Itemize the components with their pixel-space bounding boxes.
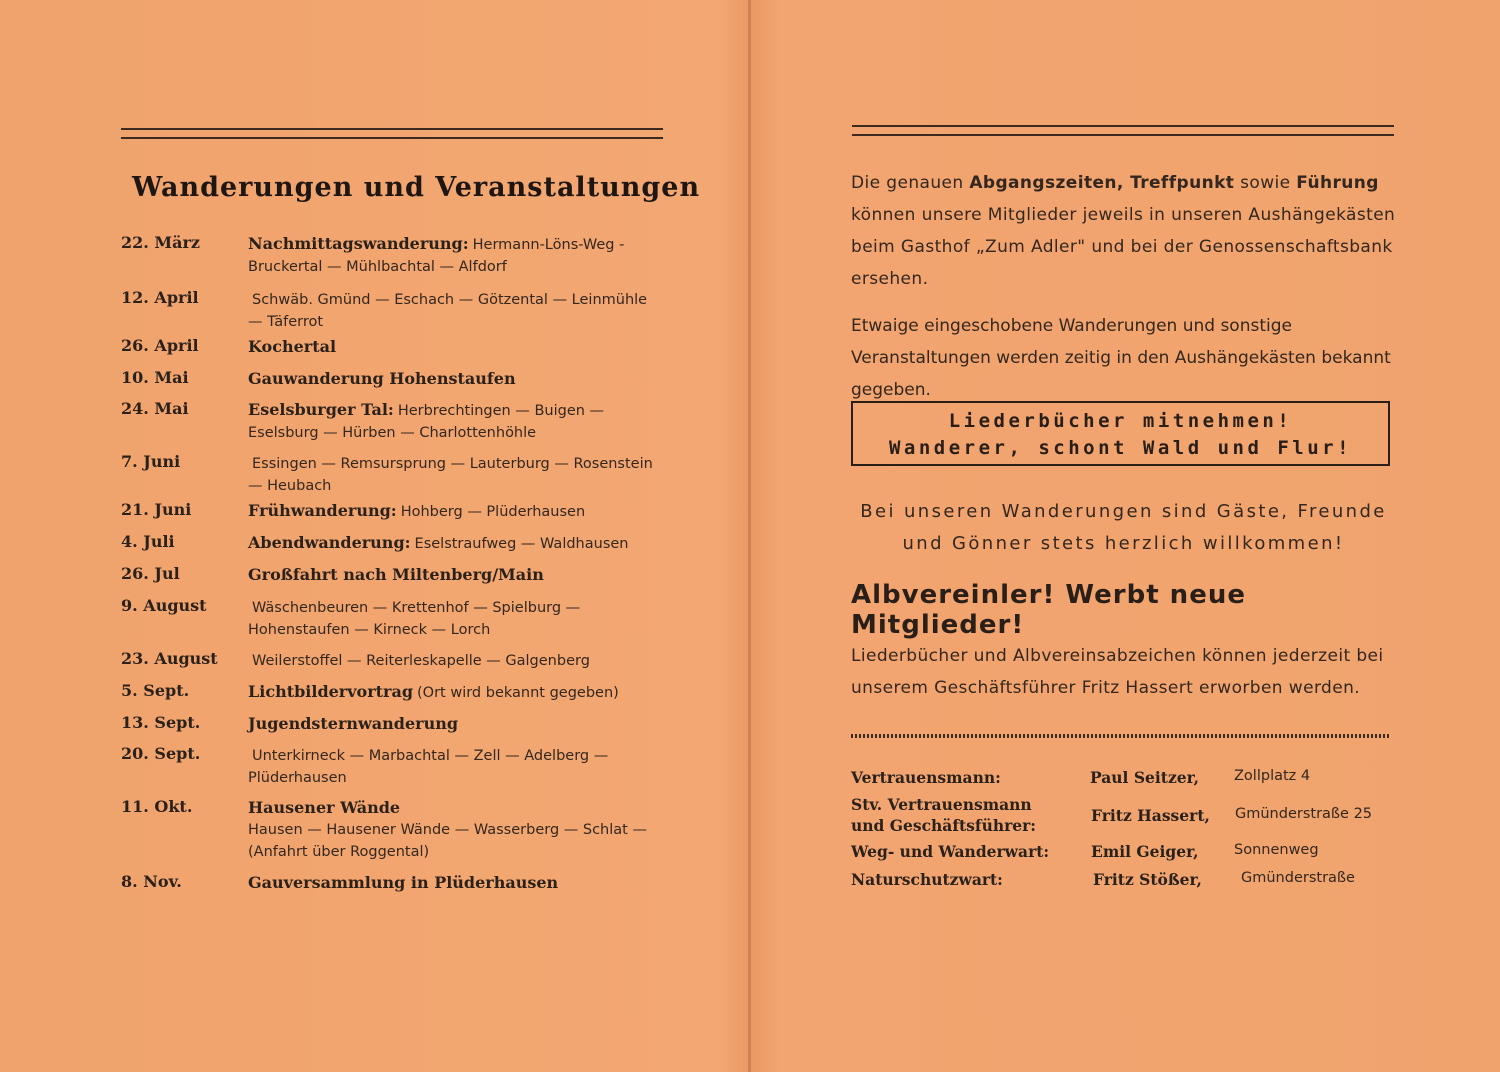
officer-address: Sonnenweg: [1234, 842, 1319, 858]
event-title: Frühwanderung:: [248, 501, 397, 520]
event-date: 26. April: [121, 336, 199, 355]
event-desc: Hausen — Hausener Wände — Wasserberg — Schlat — (Anfahrt über Roggental): [248, 822, 647, 860]
center-fold: [748, 0, 751, 1072]
page-title: Wanderungen und Veranstaltungen: [132, 172, 701, 203]
officer-role: Vertrauensmann:: [851, 768, 1001, 787]
event-desc: (Ort wird bekannt gegeben): [417, 685, 619, 701]
text-run: können unsere Mitglieder jeweils in unseren Aushängekästen beim Gasthof „Zum Adler" und bei der Genossenschaftsbank ersehen.: [851, 205, 1396, 289]
text-run: sowie: [1234, 173, 1297, 193]
text-run: Die genauen: [851, 173, 970, 193]
officer-name: Emil Geiger,: [1091, 842, 1199, 861]
top-rule-right: [852, 125, 1394, 136]
notice-line: Liederbücher mitnehmen!: [948, 410, 1293, 432]
officer-name: Fritz Stößer,: [1093, 870, 1202, 889]
officer-role: Stv. Vertrauensmann: [851, 795, 1032, 814]
event-date: 23. August: [121, 649, 218, 668]
event-date: 10. Mai: [121, 368, 189, 387]
event-desc: Hohberg — Plüderhausen: [400, 504, 586, 520]
dotted-divider: [851, 734, 1391, 738]
officer-name: Paul Seitzer,: [1090, 768, 1200, 787]
event-date: 5. Sept.: [121, 681, 190, 700]
officer-row: [851, 842, 1396, 866]
event-desc: Essingen — Remsursprung — Lauterburg — Rosenstein — Heubach: [248, 456, 653, 494]
notice-box: [851, 401, 1390, 466]
extra-hikes-paragraph: Etwaige eingeschobene Wanderungen und sonstige Veranstaltungen werden zeitig in den Aushängekästen bekannt gegeben.: [851, 316, 1391, 400]
event-title: Abendwanderung:: [248, 533, 411, 552]
event-date: 22. März: [121, 233, 200, 252]
welcome-text: Bei unseren Wanderungen sind Gäste, Freunde und Gönner stets herzlich willkommen!: [860, 501, 1387, 554]
officer-address: Zollplatz 4: [1234, 768, 1311, 784]
officer-address: Gmünderstraße: [1241, 870, 1355, 886]
event-title: Gauwanderung Hohenstaufen: [248, 369, 516, 388]
event-title: Großfahrt nach Miltenberg/Main: [248, 565, 544, 584]
event-desc: Unterkirneck — Marbachtal — Zell — Adelberg — Plüderhausen: [248, 748, 609, 786]
event-date: 9. August: [121, 596, 207, 615]
text-run-bold: Führung: [1296, 173, 1379, 193]
event-desc: Herbrechtingen — Buigen — Eselsburg — Hürben — Charlottenhöhle: [248, 403, 605, 441]
recruit-slogan: Albvereinler! Werbt neue Mitglieder!: [851, 580, 1246, 640]
songbook-paragraph: Liederbücher und Albvereinsabzeichen können jederzeit bei unserem Geschäftsführer Fritz Hassert erworben werden.: [851, 646, 1384, 698]
event-date: 4. Juli: [121, 532, 175, 551]
event-title: Nachmittagswanderung:: [248, 234, 469, 253]
event-date: 26. Jul: [121, 564, 180, 583]
officer-row: [851, 795, 1396, 839]
officer-row: [851, 870, 1396, 894]
officer-name: Fritz Hassert,: [1091, 806, 1210, 825]
officer-role: Weg- und Wanderwart:: [851, 842, 1050, 861]
event-date: 24. Mai: [121, 399, 189, 418]
event-date: 7. Juni: [121, 452, 181, 471]
event-title: Hausener Wände: [248, 798, 401, 817]
officer-role: Naturschutzwart:: [851, 870, 1003, 889]
notice-line: Wanderer, schont Wald und Flur!: [888, 437, 1353, 459]
text-run-bold: Abgangszeiten, Treffpunkt: [969, 173, 1235, 193]
event-title: Kochertal: [248, 337, 337, 356]
officer-row: [851, 768, 1396, 792]
event-desc: Eselstraufweg — Waldhausen: [414, 536, 629, 552]
event-title: Jugendsternwanderung: [248, 714, 459, 733]
event-title: Eselsburger Tal:: [248, 400, 394, 419]
departure-info-paragraph: [851, 167, 1396, 295]
event-title: Gauversammlung in Plüderhausen: [248, 873, 559, 892]
event-date: 11. Okt.: [121, 797, 193, 816]
event-date: 8. Nov.: [121, 872, 182, 891]
event-desc: Schwäb. Gmünd — Eschach — Götzental — Leinmühle — Täferrot: [248, 292, 648, 330]
event-date: 21. Juni: [121, 500, 192, 519]
event-date: 12. April: [121, 288, 199, 307]
top-rule-left: [121, 128, 663, 139]
event-desc: Weilerstoffel — Reiterleskapelle — Galgenberg: [252, 653, 590, 669]
event-desc: Wäschenbeuren — Krettenhof — Spielburg — Hohenstaufen — Kirneck — Lorch: [248, 600, 581, 638]
event-date: 13. Sept.: [121, 713, 201, 732]
event-date: 20. Sept.: [121, 744, 201, 763]
officer-address: Gmünderstraße 25: [1235, 806, 1373, 822]
officer-role-second-line: und Geschäftsführer:: [851, 816, 1037, 835]
event-desc: Hermann-Löns-Weg - Bruckertal — Mühlbachtal — Alfdorf: [248, 237, 625, 275]
event-title: Lichtbildervortrag: [248, 682, 414, 701]
